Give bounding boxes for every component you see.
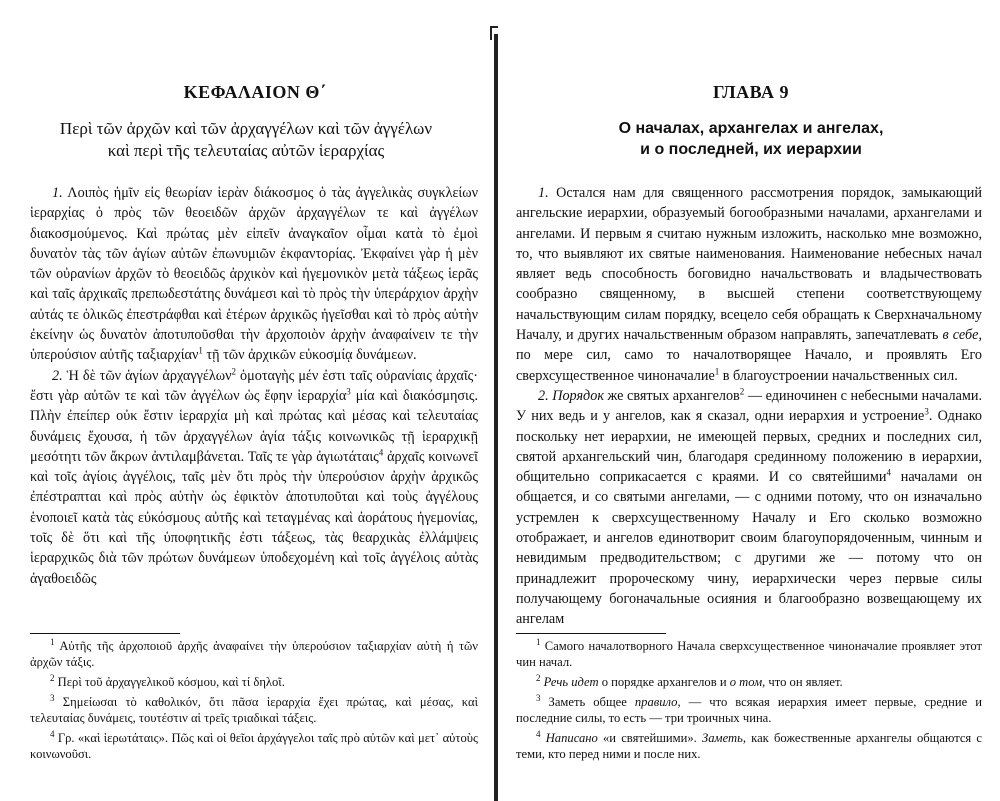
paragraph-text: началами он общается, и со святыми ангелами, — с одними потому, что он изначально устремлен к сверхсущественному Началу и Его сколько возможно отображает, и ангелов единотворит своим благоупорядоченным, чинным и невидимым предводительством; с другими же — потому что он принадлежит пророческому чину, иерархически через первые силы получающему богоначальные осияния и благообразно возвещающему их ангелам [516,469,983,628]
footnote-number: 1 [536,636,541,647]
page-gutter [494,34,498,801]
emphasis: Речь идет [543,675,599,689]
paragraph-number: 2. [52,367,63,384]
footnote-number: 1 [50,636,55,647]
footnote-ref[interactable]: 1 [198,345,203,356]
footnote-4 [30,730,478,762]
footnote-1 [516,638,982,670]
footnote-ref[interactable]: 4 [378,447,384,458]
chapter-subtitle [502,118,1000,160]
chapter-subtitle [0,118,492,162]
subtitle-line: О началах, архангелах и ангелах, [618,120,884,137]
footnote-number: 3 [50,692,55,703]
footnote-text: о порядке архангелов и [598,675,730,689]
footnote-number: 2 [50,672,55,683]
footnote-text: «и святейшими». [597,731,702,745]
footnote-text: Заметь общее [540,695,635,709]
footnote-3 [30,694,478,726]
emphasis: Порядок [552,387,604,404]
paragraph-text: τῇ τῶν ἀρχικῶν εὐκοσμίᾳ δυνάμεων. [202,347,417,364]
footnote-ref[interactable]: 3 [924,406,929,417]
footnote-text: Самого началотворного Начала сверхсущественное чиноначалие проявляет этот чин начал. [516,639,982,669]
paragraph-number: 1. [538,185,549,201]
footnote-ref[interactable]: 3 [346,386,351,397]
footnote-ref[interactable]: 2 [739,386,745,397]
subtitle-line: Περὶ τῶν ἀρχῶν καὶ τῶν ἀρχαγγέλων καὶ τῶν ἀγγέλων [59,119,433,138]
emphasis: правило [634,695,678,709]
footnote-number: 4 [50,728,55,739]
footnote-rule [516,633,666,634]
paragraph-2 [30,366,478,589]
footnote-text: Αὐτῆς τῆς ἀρχοποιοῦ ἀρχῆς ἀναφαίνει τὴν ὑπερούσιον ταξιαρχίαν αὐτὴ ἡ τῶν ἀρχῶν τάξις. [30,639,478,669]
footnote-ref[interactable]: 1 [714,365,720,376]
emphasis: Написано [545,731,598,745]
footnote-1 [30,638,478,670]
footnote-text: Περὶ τοῦ ἀρχαγγελικοῦ κόσμου, καὶ τί δηλοῖ. [54,675,285,689]
emphasis: о том [729,675,763,689]
footnote-2 [516,674,982,690]
footnote-text: как божественные архангелы общаются с теми, кто перед ними и после них. [516,731,983,761]
emphasis: Заметь, [702,731,746,745]
chapter-heading: ΚΕΦΑΛΑΙΟΝ Θ΄ [183,82,327,102]
paragraph-1 [30,183,478,366]
paragraph-2 [516,386,982,630]
paragraph-text: ὁμοταγὴς μέν ἐστι ταῖς οὐρανίαις ἀρχαῖς· ἔστι γὰρ αὐτῶν τε καὶ τῶν ἀγγέλων ὡς ἔφην ἱεραρχία [30,367,479,404]
footnote-3 [516,694,982,726]
paragraph-text: Λοιπὸς ἡμῖν εἰς θεωρίαν ἱερὰν διάκοσμος ὁ τὰς ἀγγελικὰς συγκλείων ἱεραρχίας ὁ πρὸς τῶν θεοειδῶν ἀρχῶν ἀρχαγγέλων τε καὶ ἀγγέλων διακοσμούμενος. Καὶ πρώτας μὲν εἰπεῖν ἀναγκαῖον οἶμαι κατὰ τὸ ἐμοὶ δυνατὸν τὰς τῶν ἁγίων αὐτῶν ἐπωνυμιῶν ἐκφαντορίας. Ἐκφαίνει γὰρ ἡ μὲν τῶν οὐρανίων ἀρχῶν τὸ θεοειδῶς ἀρχικὸν καὶ ἡγεμονικὸν μετὰ τάξεως ἱερᾶς καὶ ταῖς ἀρχικαῖς πρεπωδεστάτης δυνάμεσι καὶ τὸ πρὸς τὴν ὑπεράρχιον ἀρχὴν αὐτάς τε ὁλικῶς ἐπεστράφθαι καὶ ἑτέρων ἀρχικῶς ἡγεῖσθαι καὶ τὸ πρὸς αὐτὴν ἐκείνην ὡς δυνατὸν ἀποτυποῦσθαι τὴν ἀρχοποιὸν ἀρχὴν ἀναφαίνειν τε τὴν ὑπερούσιον αὐτῆς ταξιαρχίαν [30,185,478,364]
footnotes [30,638,478,766]
footnote-text: Γρ. «καὶ ἱερωτάταις». Πῶς καὶ οἱ θεῖοι ἀρχάγγελοι ταῖς πρὸ αὐτῶν καὶ μετ᾿ αὐτοὺς κοινωνοῦσι. [30,731,478,761]
footnotes [516,638,982,766]
paragraph-text: Ἡ δὲ τῶν ἁγίων ἀρχαγγέλων [62,367,232,384]
body-text [516,183,982,630]
footnote-4 [516,730,982,762]
paragraph-text: ἀρχαῖς κοινωνεῖ καὶ τοῖς ἁγίοις ἀγγέλοις, ταῖς μὲν ὅτι πρὸς τὴν ὑπερούσιον ἀρχὴν ἀρχικῶς ἐπέστραπται καὶ πρὸς αὐτὴν ὡς ἐφικτὸν ἀποτυποῦται καὶ τοὺς ἀγγέλους ἑνοποιεῖ κατὰ τὰς εὐκόσμους αὐτῆς καὶ τεταγμένας καὶ ἀοράτους ἡγεμονίας, τοῖς δὲ ὅτι καὶ τῆς ὑποφητικῆς ἐστι τάξεως, τὰς θεαρχικὰς ἐλλάμψεις ἱεραρχικῶς διὰ τῶν πρώτων δυνάμεων ὑποδεχομένη καὶ τοῖς ἀγγέλοις αὐτὰς ἀγαθοειδῶς [30,448,478,587]
footnote-2 [30,674,478,690]
paragraph-number: 2. [538,387,549,404]
paragraph-text: . Однако поскольку нет иерархии, не имеющей первых, средних и последних сил, святой архангельский чин, благодаря срединному положению в иерархии, общительно соприкасается с краями. И со святейшими [516,408,983,486]
footnote-ref[interactable]: 4 [886,467,891,478]
subtitle-line: и о последней, их иерархии [640,141,862,158]
paragraph-text: , по мере сил, само то началотворящее Начало, и проявлять Его сверхсущественное чиноначалие [516,327,982,384]
subtitle-line: καὶ περὶ τῆς τελευταίας αὐτῶν ἱεραρχίας [107,141,385,160]
footnote-text: Σημείωσαι τὸ καθολικόν, ὅτι πᾶσα ἱεραρχία ἔχει πρώτας, καὶ μέσας, καὶ τελευταίας δυνάμεις, τουτέστιν αἱ τρεῖς τριαδικαὶ τάξεις. [30,695,478,725]
footnote-ref[interactable]: 2 [231,365,236,376]
paragraph-text: — единочинен с небесными началами. У них ведь и у ангелов, как я сказал, одни иерархия и устроение [516,387,983,425]
footnote-rule [30,633,180,634]
right-page-russian [502,0,1000,801]
paragraph-text: же святых архангелов [603,387,740,404]
footnote-number: 3 [536,692,541,703]
paragraph-number: 1. [52,185,63,201]
paragraph-text: в благоустроении начальственных сил. [719,367,958,384]
footnote-number: 4 [536,728,541,739]
chapter-heading: ГЛАВА 9 [712,82,790,102]
body-text [30,183,478,589]
left-page-greek [0,0,492,801]
paragraph-1 [516,183,982,386]
paragraph-text: Остался нам для священного рассмотрения порядок, замыкающий ангельские иерархии, образуемый богообразными началами, архангелами и ангелами. И первым я считаю нужным изложить, насколько мне возможно, то, что выявляют их святые наименования. Наименование небесных начал являет ведь способность боговидно начальствовать и владычествовать сообразно священному, в высшей степени соответствующему начальствующим силам порядку, всецело себя обращать к Сверхначальному Началу, и других начальственным образом направлять, запечатлевать [516,185,982,344]
footnote-number: 2 [536,672,541,683]
emphasis: в себе [942,327,979,344]
footnote-text: , что он являет. [762,675,843,689]
footnote-text: , — что всякая иерархия имеет первые, средние и последние силы, то есть — три троичных чина. [516,695,983,725]
paragraph-text: μία καὶ διακόσμησις. Πλὴν ἐπείπερ οὐκ ἔστιν ἱεραρχία μὴ καὶ πρώτας καὶ μέσας καὶ τελευταίας δυνάμεις ἔχουσα, ἡ τῶν ἀρχαγγέλων ἁγία τάξις κοινωνικῶς τῇ ἱεραρχικῇ μεσότητι τῶν ἄκρων ἀντιλαμβάνεται. Ταῖς τε γὰρ ἁγιωτάταις [30,387,478,465]
